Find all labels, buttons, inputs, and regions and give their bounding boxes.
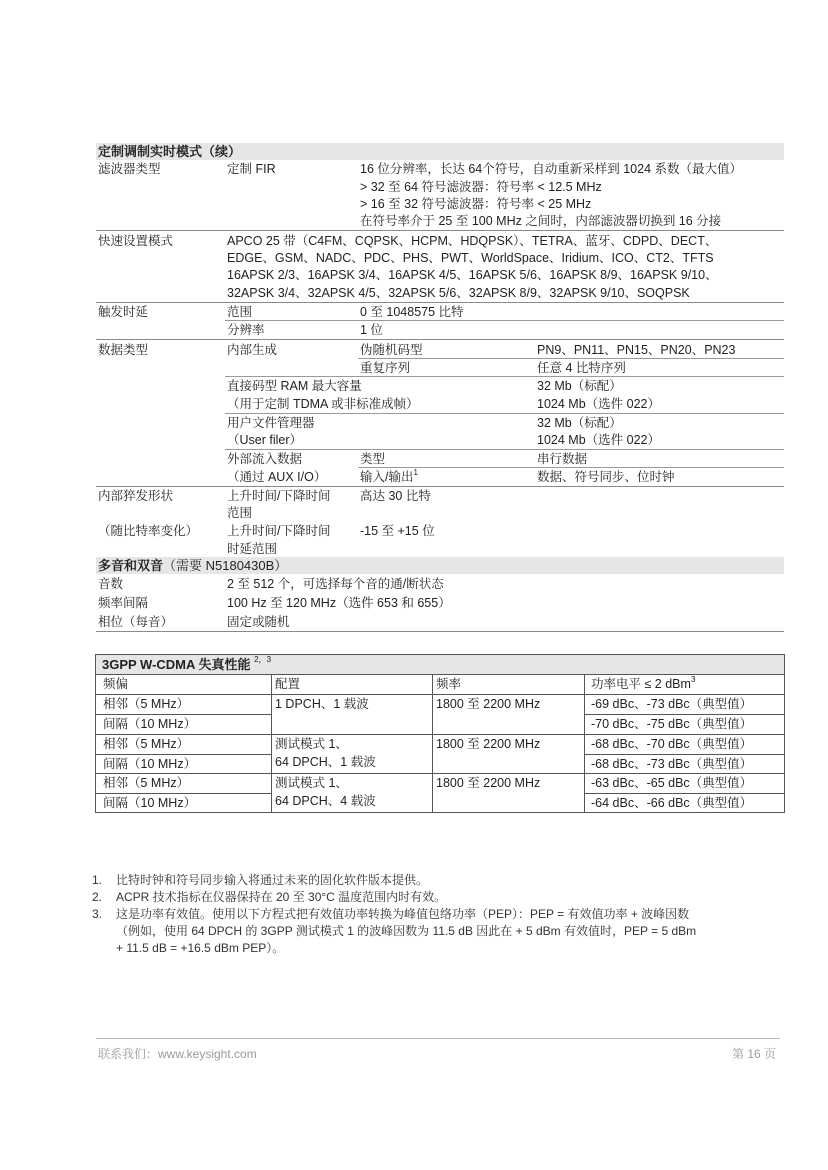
type-label: 类型 <box>360 452 386 466</box>
repeat-value: 任意 4 比特序列 <box>537 361 626 375</box>
filter-line: 在符号率介于 25 至 100 MHz 之间时，内部滤波器切换到 16 分接 <box>360 214 722 228</box>
offset-alternate: 间隔（10 MHz） <box>103 796 197 810</box>
range-value: 0 至 1048575 比特 <box>360 305 464 319</box>
freq-spacing-value: 100 Hz 至 120 MHz（选件 653 和 655） <box>227 596 451 610</box>
footnote-continuation: + 11.5 dB = +16.5 dBm PEP）。 <box>116 941 285 955</box>
repeat-label: 重复序列 <box>360 361 411 375</box>
footnote: 2. ACPR 技术指标在仪器保持在 20 至 30°C 温度范围内时有效。 <box>92 890 447 904</box>
rise-delay-label: 上升时间/下降时间 <box>227 524 331 538</box>
freq-spacing-label: 频率间隔 <box>98 596 149 610</box>
prbs-label: 伪随机码型 <box>360 343 423 357</box>
frequency-value: 1800 至 2200 MHz <box>436 737 541 751</box>
phase-value: 固定或随机 <box>227 615 290 629</box>
filter-line: > 32 至 64 符号滤波器：符号率 < 12.5 MHz <box>360 180 602 194</box>
col-divider <box>432 675 433 813</box>
offset-alternate: 间隔（10 MHz） <box>103 717 197 731</box>
col-divider <box>271 675 272 813</box>
ram-label: 直接码型 RAM 最大容量 <box>227 379 362 393</box>
config-value: 64 DPCH、1 载波 <box>275 755 376 769</box>
internal-label: 内部生成 <box>227 343 278 357</box>
filter-type-label: 滤波器类型 <box>98 162 161 176</box>
quick-setup-line: EDGE、GSM、NADC、PDC、PHS、PWT、WorldSpace、Iridium、ICO、CT2、TFTS <box>227 251 714 265</box>
burst-shape-label: 内部猝发形状 <box>98 489 174 503</box>
power-value: -64 dBc、-66 dBc（典型值） <box>591 796 753 810</box>
divider <box>96 339 784 340</box>
quick-setup-label: 快速设置模式 <box>98 234 174 248</box>
offset-adjacent: 相邻（5 MHz） <box>103 697 190 711</box>
ram-value: 32 Mb（标配） <box>537 379 622 393</box>
wcdma-table <box>95 654 785 813</box>
resolution-value: 1 位 <box>360 323 383 337</box>
section-header <box>96 143 784 160</box>
power-value: -68 dBc、-70 dBc（典型值） <box>591 737 753 751</box>
ram-label-note: （用于定制 TDMA 或非标准成帧） <box>227 397 419 411</box>
tone-count-value: 2 至 512 个，可选择每个音的通/断状态 <box>227 577 444 591</box>
burst-shape-note: （随比特率变化） <box>98 524 199 538</box>
io-value: 数据、符号同步、位时钟 <box>537 470 675 484</box>
quick-setup-line: APCO 25 带（C4FM、CQPSK、HCPM、HDQPSK）、TETRA、蓝牙、CDPD、DECT、 <box>227 234 718 248</box>
divider <box>96 486 784 487</box>
quick-setup-line: 16APSK 2/3、16APSK 3/4、16APSK 4/5、16APSK 5/6、16APSK 8/9、16APSK 9/10、 <box>227 268 718 282</box>
header-config: 配置 <box>275 677 301 691</box>
footnote-continuation: （例如，使用 64 DPCH 的 3GPP 测试模式 1 的波峰因数为 11.5 dB 因此在 + 5 dBm 有效值时，PEP = 5 dBm <box>116 924 697 938</box>
divider <box>225 320 784 321</box>
resolution-label: 分辨率 <box>227 323 265 337</box>
filter-line: > 16 至 32 符号滤波器：符号率 < 25 MHz <box>360 197 592 211</box>
rise-time-label: 上升时间/下降时间 <box>227 489 331 503</box>
wcdma-title: 3GPP W-CDMA 失真性能 $^{2,3}$ <box>96 655 784 675</box>
divider <box>96 230 784 231</box>
prbs-value: PN9、PN11、PN15、PN20、PN23 <box>537 343 736 357</box>
frequency-value: 1800 至 2200 MHz <box>436 697 541 711</box>
user-filer-value: 32 Mb（标配） <box>537 416 622 430</box>
section-note: （需要 N5180430B） <box>163 558 288 573</box>
config-value: 测试模式 1、 <box>275 776 348 790</box>
filter-type-sub: 定制 FIR <box>227 162 276 176</box>
rise-time-value: 高达 30 比特 <box>360 489 431 503</box>
ram-value: 1024 Mb（选件 022） <box>537 397 660 411</box>
quick-setup-line: 32APSK 3/4、32APSK 4/5、32APSK 5/6、32APSK 8/9、32APSK 9/10、SOQPSK <box>227 286 690 300</box>
divider <box>225 449 784 450</box>
section-title: 多音和双音 <box>98 558 164 573</box>
section-header <box>96 557 784 574</box>
rise-delay-label: 时延范围 <box>227 542 278 556</box>
config-value: 测试模式 1、 <box>275 737 348 751</box>
footnote: 1. 比特时钟和符号同步输入将通过未来的固化软件版本提供。 <box>92 873 429 887</box>
header-power: 功率电平 ≤ 2 dBm$^3$ <box>591 675 696 691</box>
header-offset: 频偏 <box>103 677 129 691</box>
offset-adjacent: 相邻（5 MHz） <box>103 737 190 751</box>
ext-data-label: 外部流入数据 <box>227 452 303 466</box>
power-value: -68 dBc、-73 dBc（典型值） <box>591 757 753 771</box>
trigger-delay-label: 触发时延 <box>98 305 149 319</box>
header-frequency: 频率 <box>436 677 462 691</box>
range-label: 范围 <box>227 305 253 319</box>
user-filer-note: （User filer） <box>227 433 303 447</box>
section-title: 定制调制实时模式（续） <box>98 144 242 159</box>
phase-label: 相位（每音） <box>98 615 174 629</box>
divider <box>96 631 784 632</box>
footnote: 3. 这是功率有效值。使用以下方程式把有效值功率转换为峰值包络功率（PEP）：PEP = 有效值功率 + 波峰因数 <box>92 907 690 921</box>
user-filer-value: 1024 Mb（选件 022） <box>537 433 660 447</box>
ext-data-note: （通过 AUX I/O） <box>227 470 327 484</box>
footer-divider <box>96 1038 780 1039</box>
offset-adjacent: 相邻（5 MHz） <box>103 776 190 790</box>
config-value: 1 DPCH、1 载波 <box>275 697 369 711</box>
power-value: -70 dBc、-75 dBc（典型值） <box>591 717 753 731</box>
type-value: 串行数据 <box>537 452 588 466</box>
power-value: -63 dBc、-65 dBc（典型值） <box>591 776 753 790</box>
io-label: 输入/输出$^1$ <box>360 468 418 484</box>
user-filer-label: 用户文件管理器 <box>227 416 315 430</box>
footer-contact[interactable]: 联系我们：www.keysight.com <box>98 1047 257 1061</box>
data-type-label: 数据类型 <box>98 343 149 357</box>
tone-count-label: 音数 <box>98 577 124 591</box>
filter-line: 16 位分辨率，长达 64个符号，自动重新采样到 1024 系数（最大值） <box>360 162 743 176</box>
offset-alternate: 间隔（10 MHz） <box>103 757 197 771</box>
page-number: 第 16 页 <box>732 1047 777 1061</box>
power-value: -69 dBc、-73 dBc（典型值） <box>591 697 753 711</box>
config-value: 64 DPCH、4 载波 <box>275 794 376 808</box>
rise-time-label: 范围 <box>227 506 253 520</box>
frequency-value: 1800 至 2200 MHz <box>436 776 541 790</box>
rise-delay-value: -15 至 +15 位 <box>360 524 435 538</box>
